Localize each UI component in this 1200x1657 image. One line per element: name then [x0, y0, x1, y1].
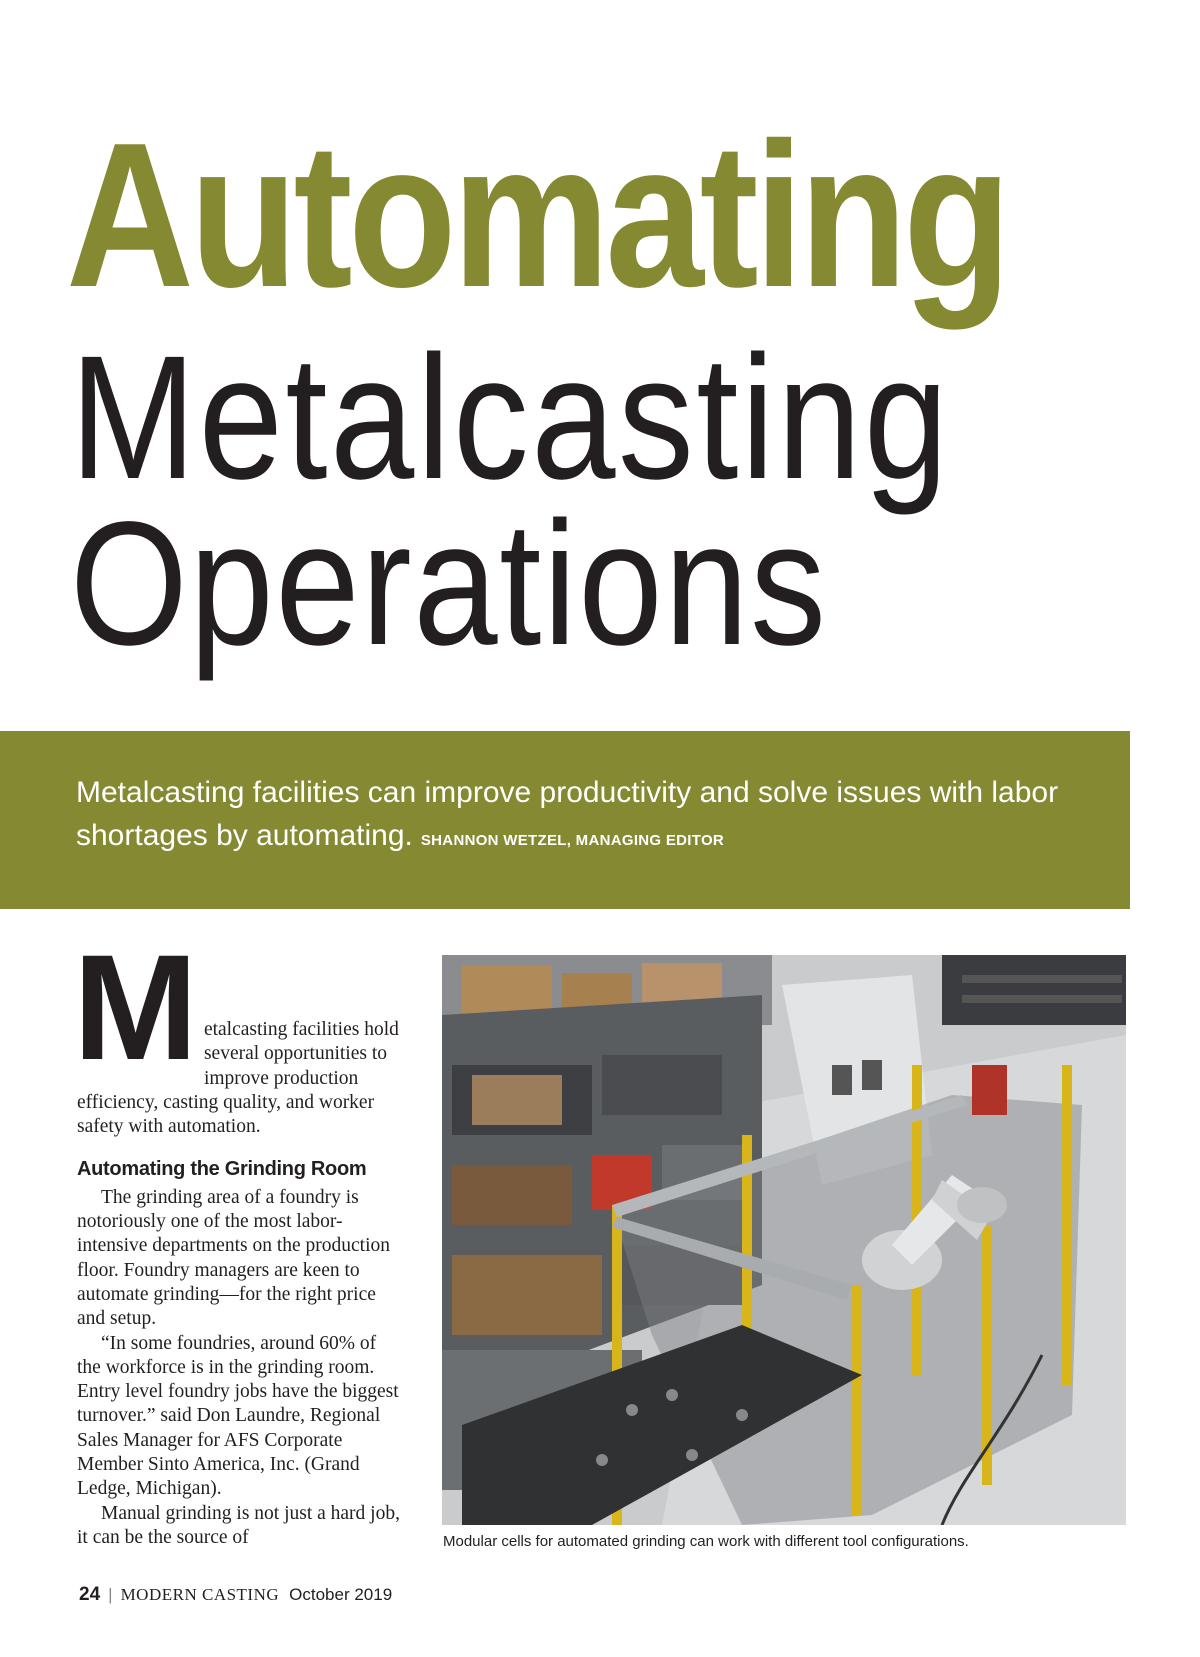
photo-illustration: [442, 955, 1126, 1525]
section-subhead: Automating the Grinding Room: [77, 1158, 367, 1181]
headline-line-1: Automating: [66, 100, 1008, 330]
deck-banner: [0, 731, 1130, 909]
headline-line-3: Operations: [70, 486, 828, 682]
grinding-cell-photo: [442, 955, 1126, 1525]
body-paragraph: “In some foundries, around 60% of the workforce is in the grinding room. Entry level foundry jobs have the biggest turnover.” said Don Laundre, Regional Sales Manager for AFS Corporate Member Sinto America, Inc. (Grand Ledge, Michigan).: [77, 1332, 399, 1500]
headline-line-2: Metalcasting: [70, 320, 951, 516]
magazine-name: MODERN CASTING: [120, 1585, 280, 1604]
drop-cap: M: [73, 923, 198, 1091]
issue-date: October 2019: [289, 1585, 393, 1604]
body-paragraph: Manual grinding is not just a hard job, it can be the source of: [77, 1502, 400, 1548]
article-column: [73, 923, 402, 1550]
deck-text: [76, 771, 1106, 862]
deck-summary: Metalcasting facilities can improve productivity and solve issues with labor shortages by automating.: [76, 776, 1059, 852]
byline: SHANNON WETZEL, MANAGING EDITOR: [420, 832, 725, 849]
footer-separator: |: [108, 1585, 113, 1604]
page-footer: [79, 1584, 392, 1606]
photo-caption: Modular cells for automated grinding can work with different tool configurations.: [443, 1533, 969, 1550]
body-paragraph: The grinding area of a foundry is notoriously one of the most labor-intensive departments on the production floor. Foundry managers are keen to automate grinding—for the right price and setup.: [77, 1186, 391, 1330]
intro-paragraph: etalcasting facilities hold several opportunities to improve production efficiency, casting quality, and worker safety with automation.: [77, 1019, 399, 1138]
page-number: 24: [79, 1584, 101, 1605]
